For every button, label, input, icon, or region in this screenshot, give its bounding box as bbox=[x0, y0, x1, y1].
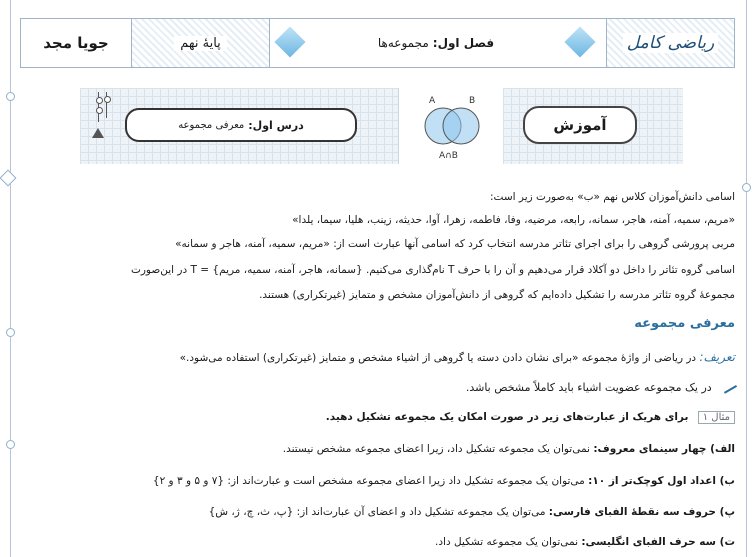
margin-ring bbox=[6, 328, 15, 337]
left-margin-line bbox=[10, 0, 11, 557]
example-item-text: می‌توان یک مجموعه تشکیل داد زیرا اعضای مجموعه مشخص است و عبارت‌اند از: {۷ و ۵ و ۳ و ۲} bbox=[152, 475, 585, 487]
margin-ring bbox=[6, 92, 15, 101]
example-item-text: نمی‌توان یک مجموعه تشکیل داد، زیرا اعضای مجموعه مشخص نیستند. bbox=[282, 443, 590, 455]
right-margin-line bbox=[746, 0, 747, 557]
example-item bbox=[17, 475, 735, 487]
section-heading-row bbox=[17, 316, 735, 331]
section-label: آموزش bbox=[553, 116, 607, 134]
grade-cell bbox=[132, 19, 269, 67]
definition-label: تعریف: bbox=[699, 350, 735, 364]
example-item bbox=[17, 443, 735, 455]
venn-panel bbox=[398, 88, 505, 164]
note-row bbox=[17, 379, 735, 394]
header-diamond-icon bbox=[564, 26, 595, 57]
section-banner bbox=[503, 88, 653, 164]
pencil-icon bbox=[719, 376, 737, 393]
lesson-label: درس اول: bbox=[248, 118, 304, 132]
venn-label-b: B bbox=[469, 96, 476, 106]
definition-text: در ریاضی از واژهٔ مجموعه «برای نشان دادن دسته یا گروهی از اشیاء مشخص و متمایز (غیرتکراری) استفاده می‌شود.» bbox=[179, 352, 697, 364]
example-badge: مثال ۱ bbox=[698, 411, 735, 424]
publisher-cell bbox=[21, 19, 131, 67]
lesson-title-box bbox=[125, 108, 357, 142]
ring-icon bbox=[96, 107, 103, 114]
triangle-icon bbox=[92, 128, 104, 138]
set-conclusion-paragraph: مجموعهٔ گروه تئاتر مدرسه را تشکیل داده‌ایم که گروهی از دانش‌آموزان مشخص و متمایز (غیرتکراری) هستند. bbox=[259, 289, 735, 301]
section-title-box bbox=[523, 106, 637, 144]
lesson-banner bbox=[80, 88, 398, 164]
venn-diagram-icon bbox=[399, 88, 504, 164]
ring-icon bbox=[104, 96, 111, 103]
theater-paragraph: مربی پرورشی گروهی را برای اجرای تئاتر مدرسه انتخاب کرد که اسامی آنها عبارت است از: «مریم، سمیه، آمنه، هاجر و سمانه» bbox=[175, 238, 735, 250]
margin-ring bbox=[6, 440, 15, 449]
chapter-cell bbox=[311, 19, 561, 67]
banner-end bbox=[653, 88, 683, 164]
publisher-name: جویا مجد bbox=[43, 34, 109, 52]
example-item-label: ب) اعداد اول کوچک‌تر از ۱۰: bbox=[588, 475, 735, 487]
grade-label: پایهٔ نهم bbox=[174, 36, 227, 51]
header-diamond-icon bbox=[274, 26, 305, 57]
margin-ring bbox=[742, 183, 751, 192]
students-list: «مریم، سمیه، آمنه، هاجر، سمانه، رابعه، مرضیه، وفا، فاطمه، زهرا، آوا، حدیثه، زینب، هلیا، سیما، یلدا» bbox=[292, 214, 735, 226]
example-item bbox=[17, 536, 735, 548]
venn-label-a: A bbox=[429, 96, 436, 106]
ring-icon bbox=[96, 97, 103, 104]
set-notation-paragraph: اسامی گروه تئاتر را داخل دو آکلاد قرار می‌دهیم و آن را با حرف T نام‌گذاری می‌کنیم. {سمانه، هاجر، آمنه، سمیه، مریم} = T در این‌صورت bbox=[130, 264, 735, 276]
example-prompt: برای هریک از عبارت‌های زیر در صورت امکان یک مجموعه تشکیل دهید. bbox=[325, 411, 689, 423]
intro-paragraph: اسامی دانش‌آموزان کلاس نهم «ب» به‌صورت زیر است: bbox=[490, 191, 735, 203]
section-heading: معرفی مجموعه bbox=[634, 316, 735, 331]
brand-logo: ریاضی کامل bbox=[623, 33, 718, 53]
example-item-text: می‌توان یک مجموعه تشکیل داد و اعضای آن عبارت‌اند از: {پ، ث، چ، ژ، ش} bbox=[208, 506, 546, 518]
example-item-label: الف) چهار سینمای معروف: bbox=[593, 443, 735, 455]
venn-caption: A∩B bbox=[439, 151, 458, 161]
definition-row bbox=[17, 350, 735, 364]
brand-cell bbox=[607, 19, 734, 67]
example-row bbox=[17, 411, 735, 424]
example-item-label: ت) سه حرف الفبای انگلیسی: bbox=[581, 536, 735, 548]
example-item bbox=[17, 506, 735, 518]
lesson-name: معرفی مجموعه bbox=[178, 119, 245, 131]
chapter-name: مجموعه‌ها bbox=[377, 36, 429, 50]
note-text: در یک مجموعه عضویت اشیاء باید کاملاً مشخص باشد. bbox=[465, 381, 712, 394]
chapter-label: فصل اول: bbox=[432, 36, 495, 50]
page-header bbox=[20, 18, 735, 68]
example-item-label: پ) حروف سه نقطهٔ الفبای فارسی: bbox=[548, 506, 735, 518]
margin-diamond-icon bbox=[0, 170, 16, 187]
example-item-text: نمی‌توان یک مجموعه تشکیل داد. bbox=[435, 536, 579, 548]
